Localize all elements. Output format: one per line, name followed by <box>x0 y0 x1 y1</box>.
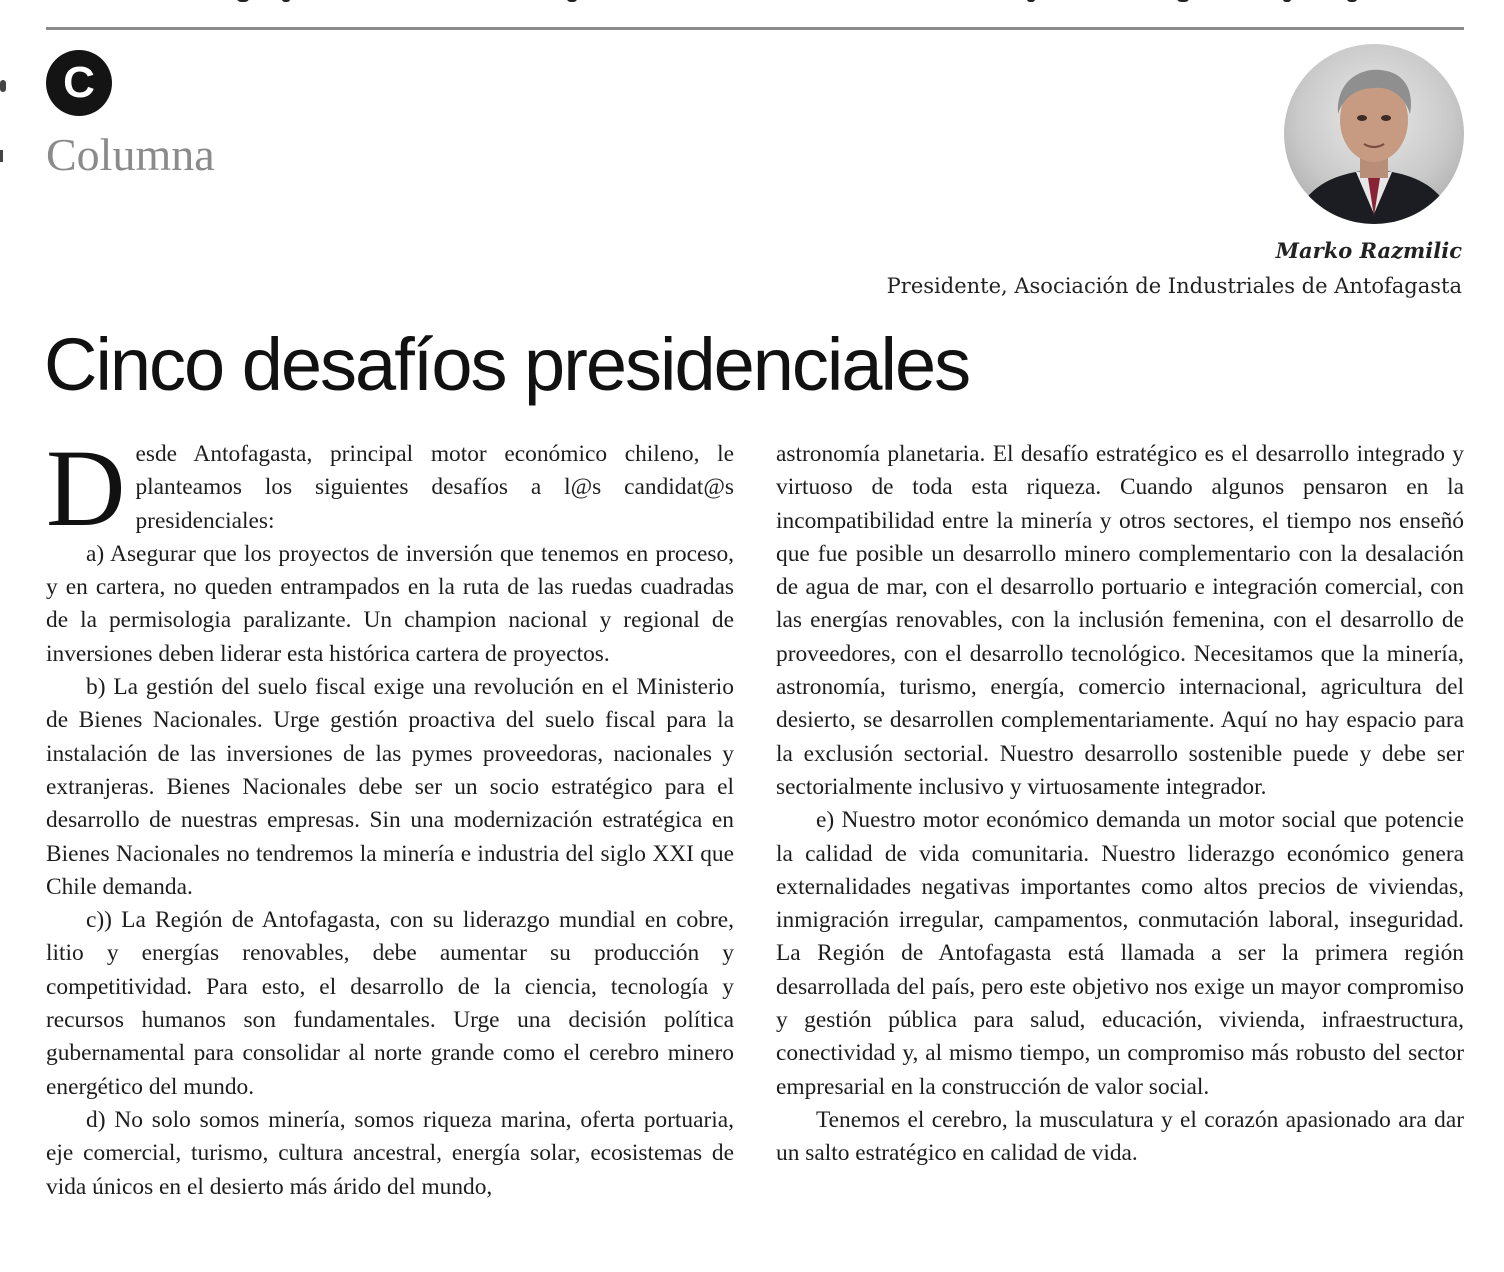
author-role: Presidente, Asociación de Industriales de Antofagasta <box>886 274 1462 298</box>
body-paragraph: a) Asegurar que los proyectos de inversión que tenemos en proceso, y en cartera, no queden entrampados en la ruta de las ruedas cuadradas de la permisologia paralizante. Un champion nacional y regional de inversiones deben liderar esta histórica cartera de proyectos. <box>46 540 734 667</box>
body-paragraph: b) La gestión del suelo fiscal exige una revolución en el Ministerio de Bienes Nacionales. Urge gestión proactiva del suelo fiscal para la instalación de las inversiones de las pymes proveedoras, nacionales y extranjeras. Bienes Nacionales debe ser un socio estratégico para el desarrollo de nuestras empresas. Sin una modernización estratégica en Bienes Nacionales no tendremos la minería e industria del siglo XXI que Chile demanda. <box>46 674 734 900</box>
section-label: Columna <box>46 129 215 180</box>
article-column-right <box>776 438 1464 1171</box>
margin-mark <box>0 150 3 162</box>
intro-paragraph <box>46 427 734 549</box>
body-paragraph: e) Nuestro motor económico demanda un motor social que potencie la calidad de vida comunitaria. Nuestro liderazgo económico genera externalidades negativas importantes como altos precios de viviendas, inmigración irregular, campamentos, conmutación laboral, inseguridad. La Región de Antofagasta está llamada a ser la primera región desarrollada del país, pero este objetivo nos exige un mayor compromiso y gestión pública para salud, educación, vivienda, infraestructura, conectividad y, al mismo tiempo, un compromiso más robusto del sector empresarial en la construcción de valor social. <box>776 807 1464 1100</box>
body-paragraph: c)) La Región de Antofagasta, con su liderazgo mundial en cobre, litio y energías renovables, debe aumentar su producción y competitividad. Para esto, el desarrollo de la ciencia, tecnología y recursos humanos son fundamentales. Urge una decisión política gubernamental para consolidar al norte grande como el cerebro minero energético del mundo. <box>46 907 734 1100</box>
intro-text: esde Antofagasta, principal motor económico chileno, le planteamos los siguientes desafíos a l@s candidat@s presidenciales: <box>135 441 734 534</box>
previous-page-text-fragment <box>46 0 1464 8</box>
drop-cap: D <box>46 427 126 549</box>
article-column-left <box>46 427 734 1204</box>
author-photo <box>1284 44 1464 224</box>
author-name: Marko Razmilic <box>1275 238 1462 263</box>
column-badge: C <box>46 50 112 116</box>
body-paragraph: Tenemos el cerebro, la musculatura y el corazón apasionado ara dar un salto estratégico en calidad de vida. <box>776 1106 1464 1167</box>
body-paragraph-continued: astronomía planetaria. El desafío estratégico es el desarrollo integrado y virtuoso de toda esta riqueza. Cuando algunos pensaron en la incompatibilidad entre la minería y otros sectores, el tiempo nos enseñó que fue posible un desarrollo minero complementario con la desalación de agua de mar, con el desarrollo portuario e integración comercial, con las energías renovables, con la inclusión femenina, con el desarrollo de proveedores, con el desarrollo tecnológico. Necesitamos que la minería, astronomía, turismo, energía, comercio internacional, agricultura del desierto, se desarrollen complementariamente. Aquí no hay espacio para la exclusión sectorial. Nuestro desarrollo sostenible puede y debe ser sectorialmente inclusivo y virtuosamente integrador. <box>776 441 1464 800</box>
body-paragraph: d) No solo somos minería, somos riqueza marina, oferta portuaria, eje comercial, turismo, cultura ancestral, energía solar, ecosistemas de vida únicos en el desierto más árido del mundo, <box>46 1106 734 1200</box>
margin-mark <box>0 80 6 92</box>
top-divider <box>46 27 1464 30</box>
headline: Cinco desafíos presidenciales <box>44 323 970 406</box>
